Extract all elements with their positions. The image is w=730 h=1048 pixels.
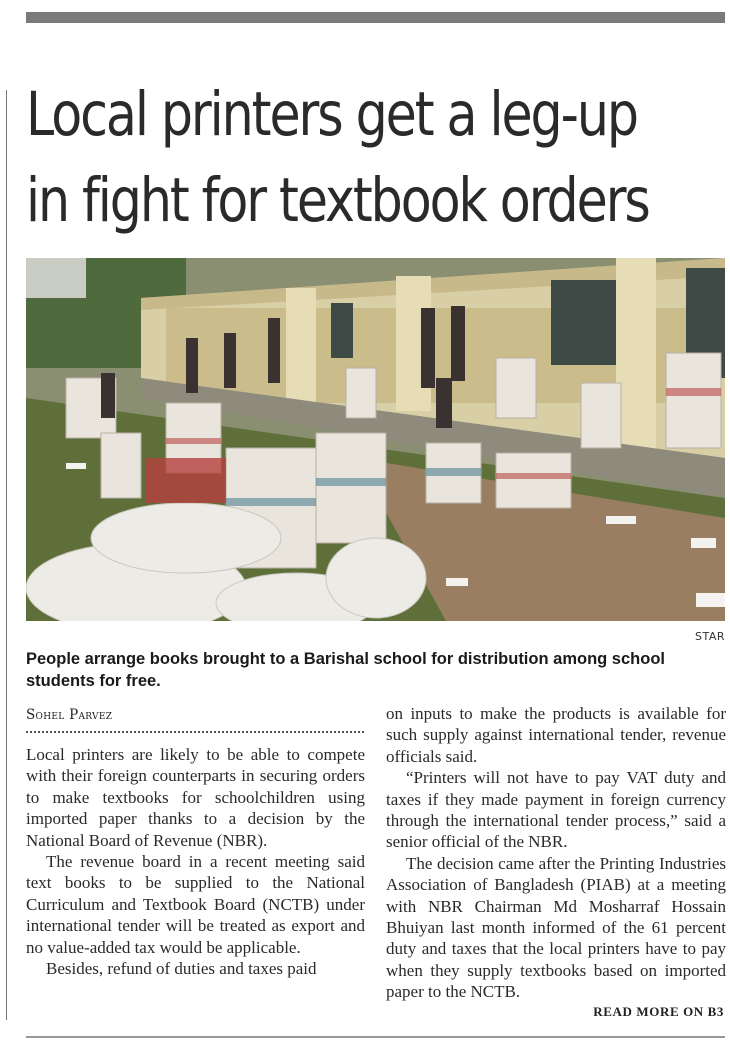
- news-photo: [26, 258, 725, 621]
- headline-line-2: in fight for textbook orders: [26, 165, 649, 236]
- left-rule: [6, 90, 7, 1020]
- article-paragraph: The revenue board in a recent meeting said text books to be supplied to the National Curriculum and Textbook Board (NCTB) under international tender will be treated as export and no value-added tax would be applicable.: [26, 852, 365, 957]
- byline: Sohel Parvez: [26, 707, 113, 723]
- top-rule: [26, 12, 725, 23]
- article-paragraph: Besides, refund of duties and taxes paid: [46, 959, 317, 979]
- bottom-rule: [26, 1036, 725, 1038]
- photo-caption: People arrange books brought to a Barishal school for distribution among school students for free.: [26, 650, 665, 690]
- article-column-2: [386, 703, 726, 1003]
- byline-divider: [26, 731, 364, 733]
- article-column-1: [26, 744, 365, 979]
- read-more-link[interactable]: READ MORE ON B3: [593, 1004, 724, 1019]
- photo-illustration: [26, 258, 725, 621]
- article-paragraph: “Printers will not have to pay VAT duty and taxes if they made payment in foreign currency through the international tender process,” said a senior official of the NBR.: [386, 768, 726, 852]
- headline: [26, 72, 649, 244]
- photo-credit: STAR: [694, 630, 725, 643]
- article-paragraph: Local printers are likely to be able to compete with their foreign counterparts in securing orders to make textbooks for schoolchildren using imported paper thanks to a decision by the National Board of Revenue (NBR).: [26, 745, 365, 850]
- article-paragraph: The decision came after the Printing Industries Association of Bangladesh (PIAB) at a meeting with NBR Chairman Md Mosharraf Hossain Bhuiyan last month informed of the 61 percent duty and taxes that the local printers have to pay when they supply textbooks based on imported paper to the NCTB.: [386, 853, 726, 1002]
- article-paragraph: on inputs to make the products is available for such supply against international tender, revenue officials said.: [386, 704, 726, 766]
- headline-line-1: Local printers get a leg-up: [26, 79, 637, 150]
